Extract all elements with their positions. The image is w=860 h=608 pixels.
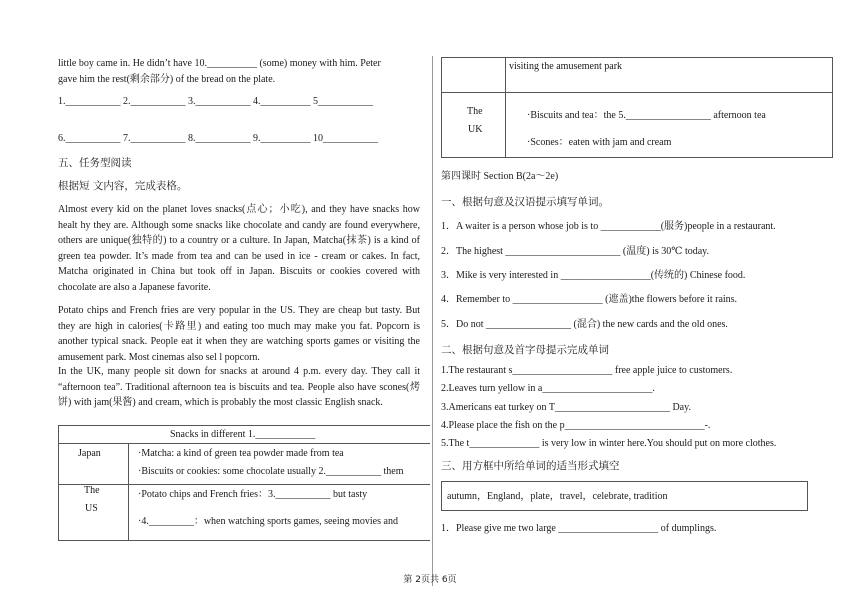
table-cont-top <box>441 57 833 58</box>
lesson-heading: 第四课时 Section B(2a～2e) <box>441 171 559 182</box>
section2-item-1: 1.The restaurant s____________________ free apple juice to customers. <box>441 365 733 376</box>
table-japan-line-2: ·Biscuits or cookies: some chocolate usually 2.___________ them <box>138 466 404 477</box>
section2-item-2: 2.Leaves turn yellow in a______________________. <box>441 383 655 394</box>
section3-item-1: 1．Please give me two large ____________________ of dumplings. <box>441 523 717 534</box>
section1-item-3: 3．Mike is very interested in __________________(传统的) Chinese food. <box>441 270 746 281</box>
passage-paragraph-1: Almost every kid on the planet loves snacks(点心；小吃), and they have snacks how healt hy they are. Although some snacks like chocolate and candy are found everywhere, others are unique(独特的) to a country or a culture. In Japan, Matcha(抹茶) is a kind of green tea powder. It’s made from tea and can be used in ice - cream or cakes. In fact, Matcha originated in China but took off in Japan. Biscuits or cookies covered with chocolate are also a Japanese favorite. <box>58 204 420 293</box>
table-uk-line-2: ·Scones：eaten with jam and cream <box>527 137 672 148</box>
table-japan-line-1: ·Matcha: a kind of green tea powder made from tea <box>138 448 344 459</box>
table-top-border <box>58 425 430 426</box>
table-us-line-1: ·Potato chips and French fries：3.___________ but tasty <box>138 489 368 500</box>
table-cont-bottom <box>441 157 833 158</box>
section1-title: 一、根据句意及汉语提示填写单词。 <box>441 196 609 208</box>
table-left-border <box>58 425 59 540</box>
section2-item-3: 3.Americans eat turkey on T_______________________ Day. <box>441 402 691 413</box>
table-label-us-2: US <box>85 503 98 514</box>
passage-paragraph-3: In the UK, many people sit down for snacks at around 4 p.m. every day. They call it “afternoon tea”. Traditional afternoon tea is biscuits and tea. People also have scones(烤饼) with jam(果酱) and cream, which is probably the most classic English snack. <box>58 366 420 408</box>
table-label-uk-2: UK <box>468 124 483 135</box>
table-label-japan: Japan <box>78 448 101 459</box>
table-title-border <box>58 443 430 444</box>
table-bottom-border <box>58 540 430 541</box>
table-label-uk-1: The <box>467 106 483 117</box>
word-box-text: autumn，England，plate，travel，celebrate, tradition <box>447 491 668 502</box>
section1-item-2: 2．The highest _______________________ (温度) is 30℃ today. <box>441 246 710 257</box>
table-row-border <box>58 484 430 485</box>
section2-item-4: 4.Please place the fish on the p____________________________-. <box>441 420 711 431</box>
table-cont-left <box>441 57 442 157</box>
passage-paragraph-2: Potato chips and French fries are very popular in the US. They are cheap but tasty. But they are high in calories(卡路里) and eating too much may make you fat. Popcorn is another typical snack. People eat it when they are watching sports games or visiting the amusement park. Most cinemas also sel l popcorn. <box>58 305 420 363</box>
table-cont-inner <box>505 57 506 157</box>
section5-title: 五、任务型阅读 <box>58 157 132 169</box>
section1-item-1: 1．A waiter is a person whose job is to ____________(服务)people in a restaurant. <box>441 221 776 232</box>
intro-line-2: gave him the rest(剩余部分) of the bread on the plate. <box>58 74 276 85</box>
section1-item-4: 4．Remember to __________________ (遮盖)the flowers before it rains. <box>441 294 738 305</box>
table-inner-border <box>128 443 129 540</box>
intro-line-1: little boy came in. He didn’t have 10.__________ (some) money with him. Peter <box>58 58 381 69</box>
answer-row-1: 1.___________ 2.___________ 3.___________ 4.__________ 5___________ <box>58 96 373 107</box>
table-uk-line-1: ·Biscuits and tea：the 5._________________ afternoon tea <box>527 110 766 121</box>
table-cont-mid <box>441 92 833 93</box>
section5-instruction: 根据短 文内容，完成表格。 <box>58 180 188 192</box>
page-footer: 第 2页共 6页 <box>403 575 457 585</box>
column-divider <box>432 56 433 586</box>
section2-title: 二、根据句意及首字母提示完成单词 <box>441 344 609 356</box>
section3-title: 三、用方框中所给单词的适当形式填空 <box>441 460 620 472</box>
table-us-line-2: ·4._________：when watching sports games, seeing movies and <box>138 516 398 527</box>
table-title: Snacks in different 1.____________ <box>170 429 316 440</box>
table-label-us-1: The <box>84 485 100 496</box>
table-cont-row0: visiting the amusement park <box>509 61 623 72</box>
word-box <box>441 481 808 511</box>
table-cont-right <box>832 57 833 157</box>
answer-row-2: 6.___________ 7.___________ 8.___________ 9.__________ 10___________ <box>58 133 378 144</box>
section1-item-5: 5．Do not _________________ (混合) the new cards and the old ones. <box>441 319 728 330</box>
section2-item-5: 5.The t______________ is very low in winter here.You should put on more clothes. <box>441 438 777 449</box>
